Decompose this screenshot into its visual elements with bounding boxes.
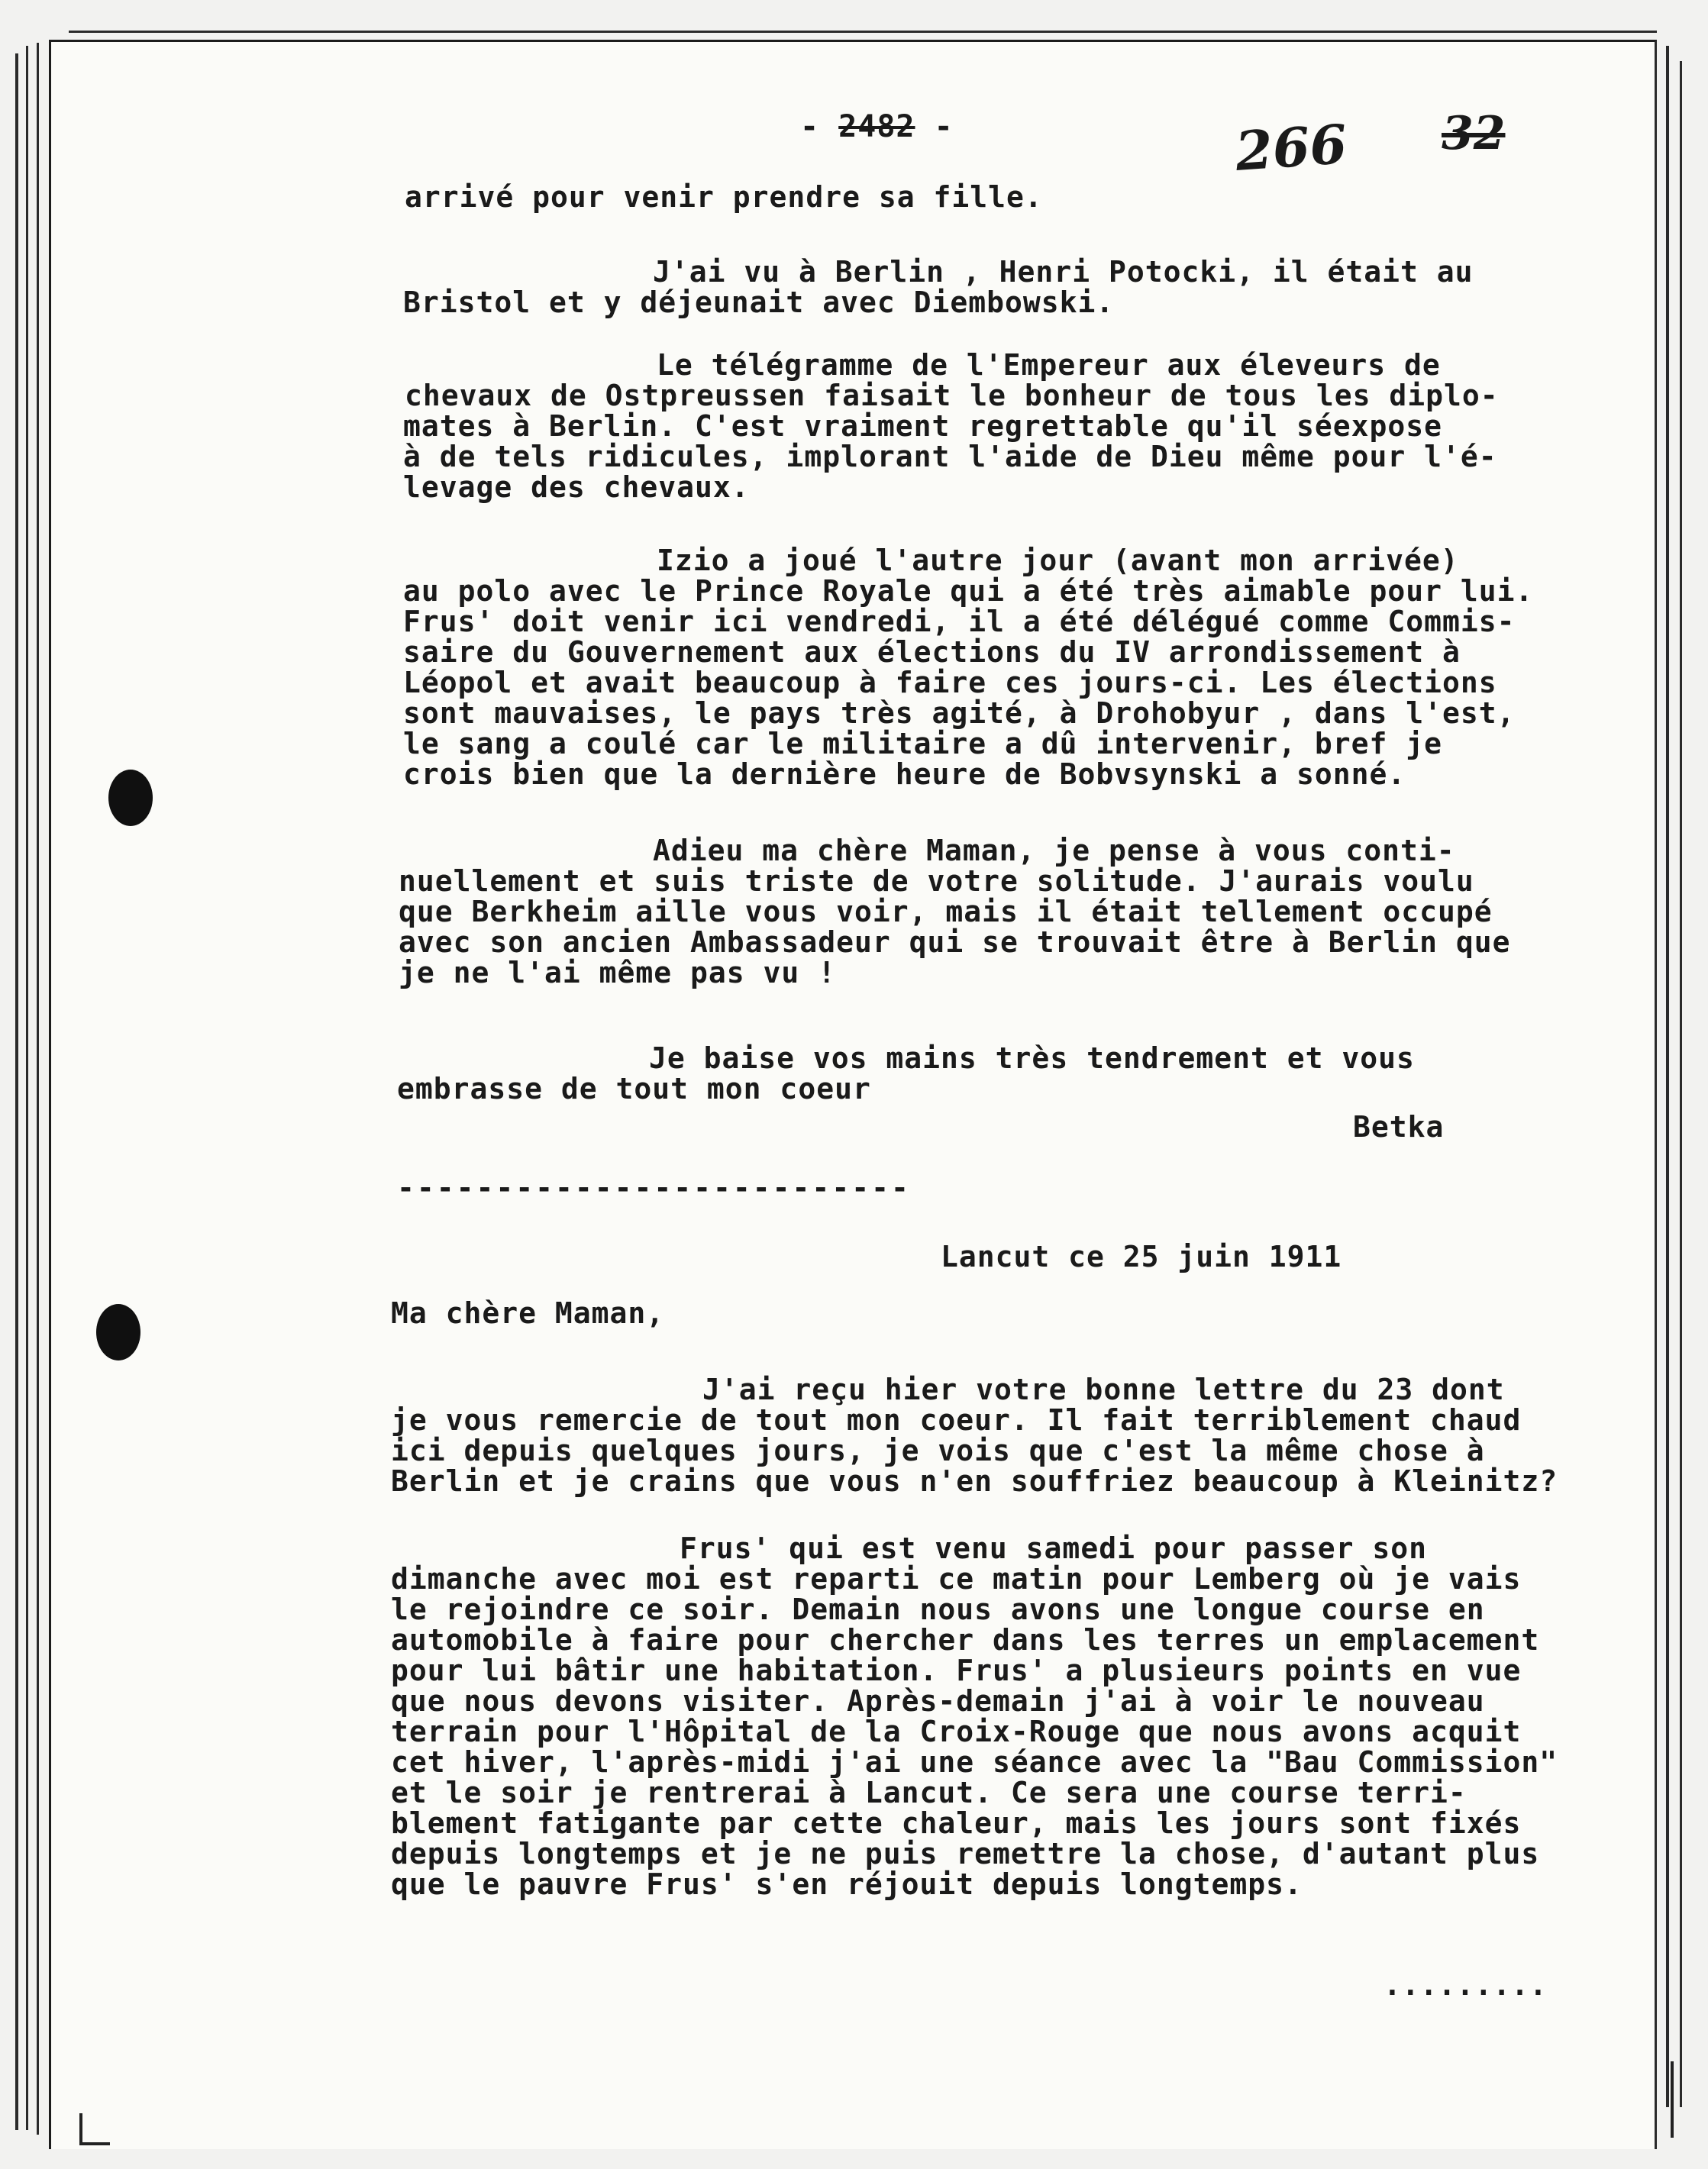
letter1-line: Adieu ma chère Maman, je pense à vous conti- (653, 834, 1455, 867)
letter1-line: saire du Gouvernement aux élections du IV arrondissement à (403, 635, 1461, 669)
sheet-stack-right (1680, 61, 1682, 2107)
corner-mark-left (79, 2142, 110, 2145)
letter2-line: depuis longtemps et je ne puis remettre la chose, d'autant plus (391, 1837, 1540, 1870)
letter1-line: au polo avec le Prince Royale qui a été très aimable pour lui. (403, 574, 1534, 608)
letter1-line: Léopol et avait beaucoup à faire ces jours-ci. Les élections (403, 666, 1497, 699)
letter1-line: mates à Berlin. C'est vraiment regrettable qu'il séexpose (403, 409, 1443, 443)
page-number: - 2482 - (800, 109, 954, 144)
letter2-line: automobile à faire pour chercher dans les terres un emplacement (391, 1623, 1540, 1657)
letter2-line: ici depuis quelques jours, je vois que c'est la même chose à (391, 1434, 1485, 1467)
folio-corner: 32 (1442, 107, 1506, 160)
punch-hole-top (108, 770, 153, 826)
letter2-line: Frus' qui est venu samedi pour passer son (680, 1532, 1427, 1565)
letter1-line: à de tels ridicules, implorant l'aide de Dieu même pour l'é- (403, 440, 1497, 473)
letter2-line: et le soir je rentrerai à Lancut. Ce sera une course terri- (391, 1776, 1467, 1809)
sheet-stack-edge (26, 46, 28, 2130)
sheet-stack-top (69, 31, 1657, 33)
letter2-line: terrain pour l'Hôpital de la Croix-Rouge que nous avons acquit (391, 1715, 1522, 1748)
corner-mark-left (79, 2113, 82, 2144)
letter1-line: levage des chevaux. (403, 470, 750, 504)
letter2-line: je vous remercie de tout mon coeur. Il fait terriblement chaud (391, 1403, 1522, 1437)
letter1-line: avec son ancien Ambassadeur qui se trouvait être à Berlin que (399, 925, 1511, 959)
letter1-line: sont mauvaises, le pays très agité, à Drohobyur , dans l'est, (403, 696, 1516, 730)
letter-separator: -------------------------- (397, 1171, 911, 1205)
letter2-line: que le pauvre Frus' s'en réjouit depuis longtemps. (391, 1867, 1303, 1901)
letter2-line: Berlin et je crains que vous n'en souffriez beaucoup à Kleinitz? (391, 1464, 1558, 1498)
letter2-salutation: Ma chère Maman, (391, 1296, 665, 1330)
letter2-line: que nous devons visiter. Après-demain j'ai à voir le nouveau (391, 1684, 1485, 1718)
letter1-line: Je baise vos mains très tendrement et vous (649, 1041, 1415, 1075)
letter1-line: le sang a coulé car le militaire a dû intervenir, bref je (403, 727, 1443, 760)
letter2-line: J'ai reçu hier votre bonne lettre du 23 dont (702, 1373, 1505, 1406)
letter1-line: J'ai vu à Berlin , Henri Potocki, il était au (653, 255, 1474, 289)
punch-hole-bottom (96, 1304, 140, 1360)
corner-mark-right (1671, 2061, 1674, 2138)
letter1-line: arrivé pour venir prendre sa fille. (405, 180, 1043, 214)
letter1-line: Izio a joué l'autre jour (avant mon arrivée) (657, 544, 1459, 577)
letter1-line: Le télégramme de l'Empereur aux éleveurs de (657, 348, 1441, 382)
sheet-stack-edge (15, 53, 18, 2130)
folio-handwritten: 266 (1233, 112, 1349, 183)
letter1-line: Bristol et y déjeunait avec Diembowski. (403, 286, 1115, 319)
letter1-line: crois bien que la dernière heure de Bobvsynski a sonné. (403, 757, 1406, 791)
letter2-line: le rejoindre ce soir. Demain nous avons une longue course en (391, 1593, 1485, 1626)
letter2-line: cet hiver, l'après-midi j'ai une séance avec la "Bau Commission" (391, 1745, 1558, 1779)
letter2-line: dimanche avec moi est reparti ce matin pour Lemberg où je vais (391, 1562, 1522, 1596)
sheet-stack-edge (37, 43, 39, 2135)
letter2-dateline: Lancut ce 25 juin 1911 (941, 1240, 1342, 1273)
letter1-line: que Berkheim aille vous voir, mais il était tellement occupé (399, 895, 1493, 928)
letter1-signature: Betka (1353, 1110, 1445, 1144)
letter1-line: chevaux de Ostpreussen faisait le bonheur de tous les diplo- (405, 379, 1499, 412)
letter2-line: pour lui bâtir une habitation. Frus' a plusieurs points en vue (391, 1654, 1522, 1687)
letter2-continuation: ......... (1384, 1968, 1548, 2002)
page-number-value: 2482 (838, 109, 915, 144)
letter2-line: blement fatigante par cette chaleur, mais les jours sont fixés (391, 1806, 1522, 1840)
letter1-line: embrasse de tout mon coeur (397, 1072, 871, 1105)
sheet-stack-right (1666, 46, 1669, 2107)
letter1-line: Frus' doit venir ici vendredi, il a été délégué comme Commis- (403, 605, 1516, 638)
letter1-line: nuellement et suis triste de votre solitude. J'aurais voulu (399, 864, 1474, 898)
letter1-line: je ne l'ai même pas vu ! (399, 956, 837, 989)
